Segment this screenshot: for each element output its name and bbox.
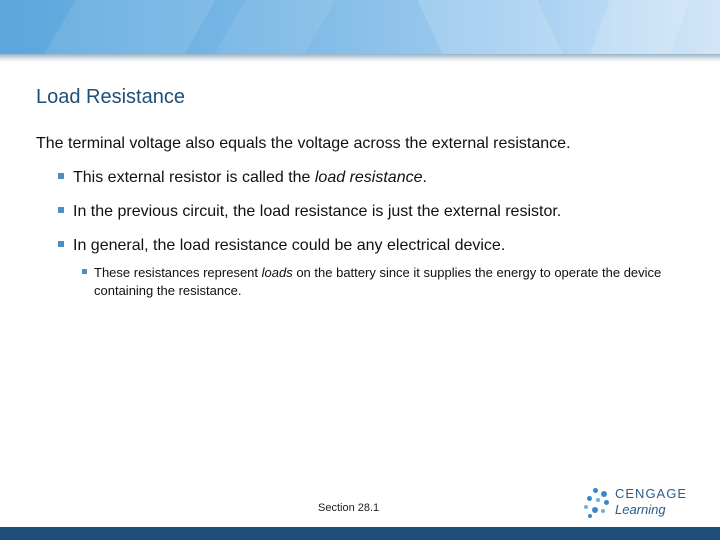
- banner-facet: [417, 0, 562, 54]
- intro-paragraph: The terminal voltage also equals the voltage across the external resistance.: [36, 135, 571, 152]
- bullet-text: In the previous circuit, the load resistance is just the external resistor.: [73, 203, 562, 220]
- banner-facet: [44, 0, 215, 54]
- bullet-icon: [58, 207, 64, 213]
- sub-bullet-icon: [82, 269, 87, 274]
- bullet-text: This external resistor is called the: [73, 169, 315, 186]
- banner-divider: [0, 54, 720, 62]
- emphasis-text: load resistance: [314, 169, 423, 186]
- bullet-item: [36, 202, 696, 222]
- sub-bullet-text-end: on the battery since it supplies the energy to operate the device containing the resistance.: [94, 265, 662, 298]
- bullet-item: [36, 236, 696, 256]
- bullet-text: In general, the load resistance could be any electrical device.: [73, 237, 506, 254]
- logo-wordmark-top: CENGAGE: [615, 486, 688, 501]
- bullet-icon: [58, 241, 64, 247]
- sub-bullet-item: [36, 264, 684, 300]
- slide-body: [36, 134, 696, 300]
- slide-title: Load Resistance: [36, 86, 185, 108]
- bullet-icon: [58, 173, 64, 179]
- banner-facet: [214, 0, 335, 54]
- footer-bar: [0, 527, 720, 540]
- header-banner: [0, 0, 720, 54]
- sub-bullet-text: These resistances represent: [94, 265, 262, 280]
- bullet-item: [36, 168, 696, 188]
- publisher-logo: [584, 486, 694, 520]
- banner-facet: [590, 0, 690, 54]
- bullet-text-end: .: [422, 169, 427, 186]
- logo-dots-icon: [584, 488, 610, 518]
- logo-wordmark-bottom: Learning: [615, 502, 666, 517]
- emphasis-text: loads: [261, 265, 293, 280]
- section-label: Section 28.1: [318, 502, 380, 514]
